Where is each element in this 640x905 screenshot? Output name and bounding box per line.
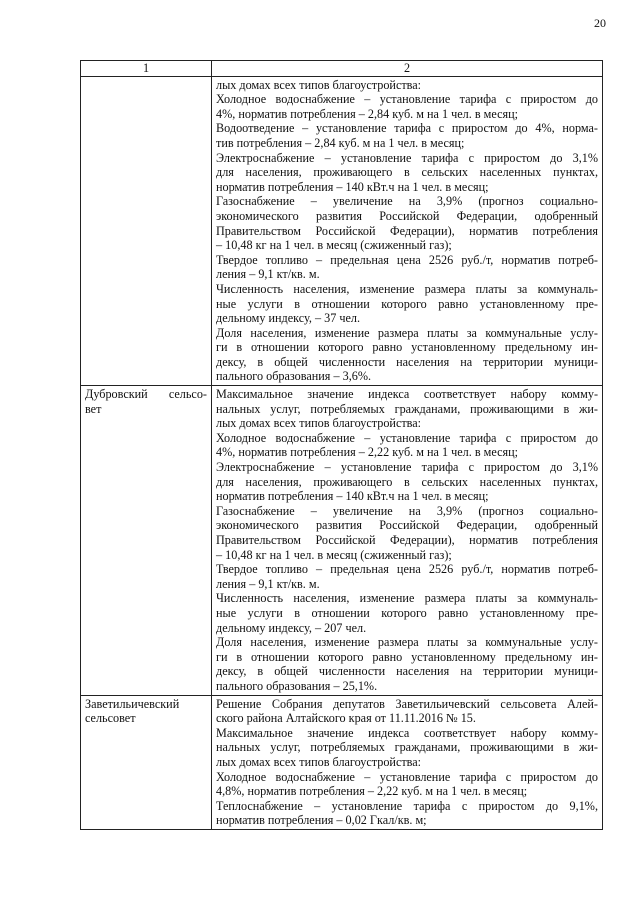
text-line: Электроснабжение – установление тарифа с приростом до 3,1%	[216, 460, 598, 475]
text-line: пального образования – 25,1%.	[216, 678, 378, 693]
table-row	[81, 386, 603, 695]
description-paragraph	[216, 92, 598, 121]
text-line: норматив потребления – 140 кВт.ч на 1 чел. в месяц;	[216, 179, 489, 194]
text-line: Холодное водоснабжение – установление тарифа с приростом до	[216, 430, 598, 445]
text-line: Доля населения, изменение размера платы за коммунальные услу-	[216, 325, 598, 340]
text-line: Правительством Российской Федерации), норматив потребления	[216, 533, 598, 547]
text-line: ные услуги в отношении которого равно установленному пре-	[216, 605, 598, 620]
table-row	[81, 695, 603, 829]
text-line: – 10,48 кг на 1 чел. в месяц (сжиженный газ);	[216, 547, 452, 562]
table-body	[81, 76, 603, 829]
municipality-cell	[81, 76, 212, 385]
text-line: норматив потребления – 0,02 Гкал/кв. м;	[216, 813, 427, 828]
description-cell	[212, 386, 603, 695]
description-paragraph	[216, 504, 598, 562]
column-header-1: 1	[81, 61, 212, 77]
description-paragraph	[216, 151, 598, 195]
text-line: лых домах всех типов благоустройства:	[216, 77, 422, 92]
description-paragraph	[216, 562, 598, 591]
description-paragraph	[216, 591, 598, 635]
text-line: Правительством Российской Федерации), норматив потребления	[216, 223, 598, 238]
text-line: ные услуги в отношении которого равно установленному пре-	[216, 296, 598, 311]
text-line: для населения, проживающего в сельских населенных пунктах,	[216, 165, 598, 180]
table-row	[81, 76, 603, 385]
text-line: Численность населения, изменение размера платы за коммуналь-	[216, 281, 598, 296]
municipality-cell	[81, 386, 212, 695]
text-line: ги в отношении которого равно установленному предельному ин-	[216, 649, 598, 664]
description-paragraph	[216, 387, 598, 431]
text-line: 4%, норматив потребления – 2,84 куб. м на 1 чел. в месяц;	[216, 106, 518, 121]
text-line: ги в отношении которого равно установленному предельному ин-	[216, 340, 598, 355]
description-cell	[212, 76, 603, 385]
text-line: ления – 9,1 кт/кв. м.	[216, 576, 320, 591]
description-paragraph	[216, 78, 598, 93]
text-line: Газоснабжение – увеличение на 3,9% (прогноз социально-	[216, 503, 598, 518]
description-paragraph	[216, 194, 598, 252]
text-line: Теплоснабжение – установление тарифа с приростом до 9,1%,	[216, 798, 598, 813]
text-line: ского района Алтайского края от 11.11.2016 № 15.	[216, 711, 476, 726]
text-line: дельному индексу, – 207 чел.	[216, 620, 367, 635]
description-paragraph	[216, 726, 598, 770]
description-paragraph	[216, 460, 598, 504]
text-line: пального образования – 3,6%.	[216, 369, 372, 384]
description-paragraph	[216, 770, 598, 799]
text-line: нальных услуг, потребляемых гражданами, проживающими в жи-	[216, 401, 598, 416]
text-line: Твердое топливо – предельная цена 2526 руб./т, норматив потреб-	[216, 562, 598, 577]
text-line: ления – 9,1 кт/кв. м.	[216, 267, 320, 282]
tariff-table	[80, 60, 603, 830]
description-cell	[212, 695, 603, 829]
header-row	[81, 61, 603, 77]
description-paragraph	[216, 282, 598, 326]
text-line: Численность населения, изменение размера платы за коммуналь-	[216, 591, 598, 606]
text-line: 4%, норматив потребления – 2,22 куб. м на 1 чел. в месяц;	[216, 445, 518, 460]
text-line: дельному индексу, – 37 чел.	[216, 311, 361, 326]
text-line: Газоснабжение – увеличение на 3,9% (прогноз социально-	[216, 194, 598, 209]
description-paragraph	[216, 253, 598, 282]
municipality-cell	[81, 695, 212, 829]
text-line: экономического развития Российской Федерации, одобренный	[216, 208, 598, 223]
text-line: Холодное водоснабжение – установление тарифа с приростом до	[216, 92, 598, 107]
description-paragraph	[216, 799, 598, 828]
text-line: норматив потребления – 140 кВт.ч на 1 чел. в месяц;	[216, 489, 489, 504]
municipality-name-line: Дубровский сельсо-	[85, 387, 207, 402]
description-paragraph	[216, 431, 598, 460]
text-line: 4,8%, норматив потребления – 2,22 куб. м на 1 чел. в месяц;	[216, 784, 528, 799]
page-number: 20	[594, 16, 606, 30]
description-paragraph	[216, 697, 598, 726]
municipality-name-line: Заветильичевский	[85, 696, 180, 711]
text-line: Максимальное значение индекса соответствует набору комму-	[216, 387, 598, 402]
text-line: Твердое топливо – предельная цена 2526 руб./т, норматив потреб-	[216, 252, 598, 267]
text-line: тив потребления – 2,84 куб. м на 1 чел. в месяц;	[216, 135, 465, 150]
text-line: Электроснабжение – установление тарифа с приростом до 3,1%	[216, 150, 598, 165]
text-line: дексу, в общей численности населения на территории муници-	[216, 664, 598, 679]
column-header-2: 2	[212, 61, 603, 77]
description-paragraph	[216, 635, 598, 693]
municipality-name-line: вет	[85, 401, 102, 416]
text-line: Водоотведение – установление тарифа с приростом до 4%, норма-	[216, 121, 598, 136]
description-paragraph	[216, 121, 598, 150]
description-paragraph	[216, 326, 598, 384]
text-line: для населения, проживающего в сельских населенных пунктах,	[216, 474, 598, 489]
text-line: лых домах всех типов благоустройства:	[216, 416, 422, 431]
text-line: Холодное водоснабжение – установление тарифа с приростом до	[216, 769, 598, 784]
text-line: Максимальное значение индекса соответствует набору комму-	[216, 725, 598, 740]
text-line: лых домах всех типов благоустройства:	[216, 754, 422, 769]
text-line: Доля населения, изменение размера платы за коммунальные услу-	[216, 635, 598, 650]
text-line: – 10,48 кг на 1 чел. в месяц (сжиженный газ);	[216, 238, 452, 253]
text-line: экономического развития Российской Федерации, одобренный	[216, 518, 598, 533]
municipality-name-line: сельсовет	[85, 711, 136, 726]
text-line: Решение Собрания депутатов Заветильичевский сельсовета Алей-	[216, 696, 598, 711]
text-line: нальных услуг, потребляемых гражданами, проживающими в жи-	[216, 740, 598, 755]
text-line: дексу, в общей численности населения на территории муници-	[216, 354, 598, 369]
